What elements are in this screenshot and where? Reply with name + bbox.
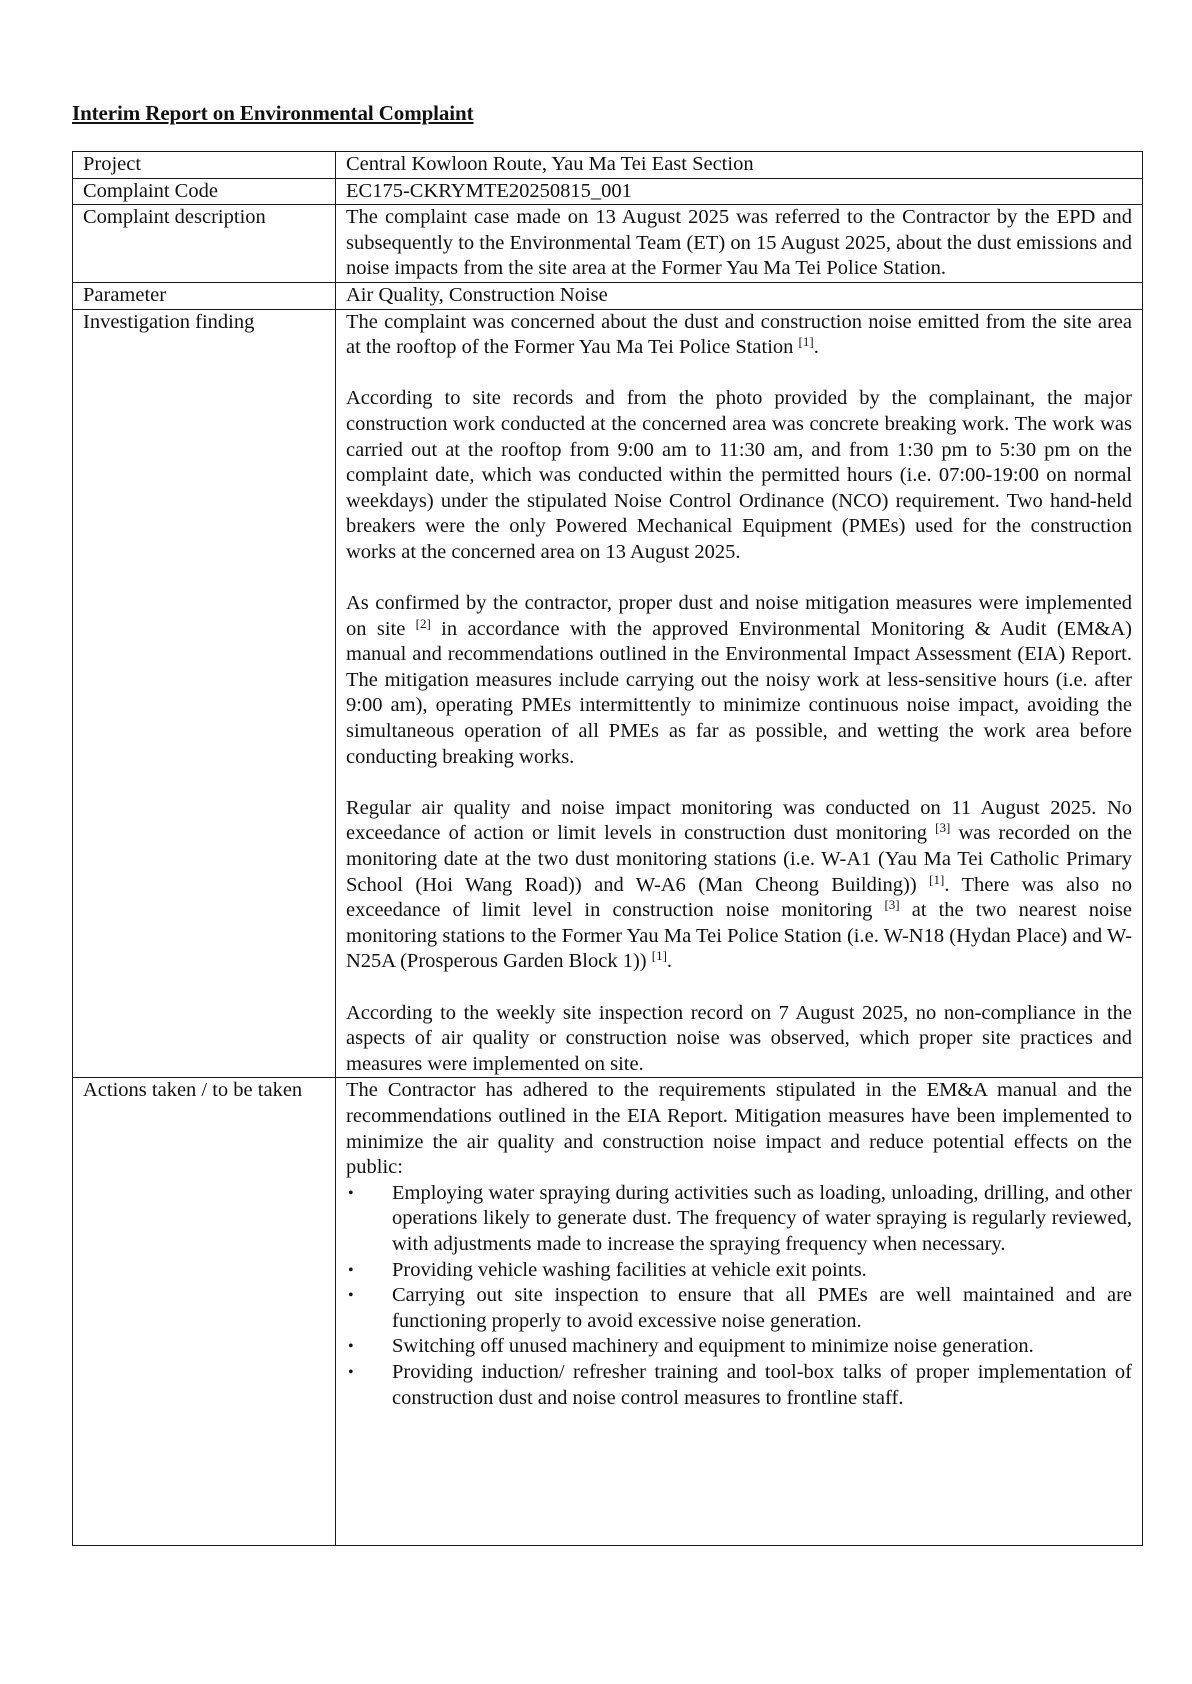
actions-intro: The Contractor has adhered to the requirements stipulated in the EM&A manual and the recommendations outlined in the EIA Report. Mitigation measures have been implemented to minimize the air quality and construction noise impact and reduce potential effects on the public: — [346, 1079, 1132, 1179]
footnote-ref: [1] — [798, 334, 814, 350]
project-value: Central Kowloon Route, Yau Ma Tei East Section — [336, 152, 1143, 179]
list-item: • Providing vehicle washing facilities at vehicle exit points. — [346, 1258, 1132, 1284]
complaint-code-label: Complaint Code — [73, 178, 336, 205]
finding-paragraph-1: The complaint was concerned about the dust and construction noise emitted from the site area at the rooftop of the Former Yau Ma Tei Police Station [1]. — [346, 310, 1132, 359]
row-complaint-description — [73, 205, 1143, 283]
row-project — [73, 152, 1143, 179]
finding-paragraph-4: Regular air quality and noise impact monitoring was conducted on 11 August 2025. No exceedance of action or limit levels in construction dust monitoring [3] was recorded on the monitoring date at the two dust monitoring stations (i.e. W-A1 (Yau Ma Tei Catholic Primary School (Hoi Wang Road)) and W-A6 (Man Cheong Building)) [1]. There was also no exceedance of limit level in construction noise monitoring [3] at the two nearest noise monitoring stations to the Former Yau Ma Tei Police Station (i.e. W-N18 (Hydan Place) and W-N25A (Prosperous Garden Block 1)) [1]. — [346, 796, 1132, 973]
actions-taken-value — [336, 1078, 1143, 1546]
project-label: Project — [73, 152, 336, 179]
finding-paragraph-3: As confirmed by the contractor, proper dust and noise mitigation measures were implemented on site [2] in accordance with the approved Environmental Monitoring & Audit (EM&A) manual and recommendations outlined in the Environmental Impact Assessment (EIA) Report. The mitigation measures include carrying out the noisy work at less-sensitive hours (i.e. after 9:00 am), operating PMEs intermittently to minimize continuous noise impact, avoiding the simultaneous operation of all PMEs as far as possible, and wetting the work area before conducting breaking works. — [346, 592, 1133, 768]
row-actions-taken — [73, 1078, 1143, 1546]
mitigation-list — [346, 1181, 1132, 1411]
parameter-label: Parameter — [73, 282, 336, 309]
row-investigation-finding — [73, 309, 1143, 1078]
parameter-value: Air Quality, Construction Noise — [336, 282, 1143, 309]
complaint-table — [72, 151, 1143, 1546]
bullet-icon: • — [348, 1184, 354, 1202]
row-parameter — [73, 282, 1143, 309]
complaint-description-value: The complaint case made on 13 August 2025 was referred to the Contractor by the EPD and subsequently to the Environmental Team (ET) on 15 August 2025, about the dust emissions and noise impacts from the site area at the Former Yau Ma Tei Police Station. — [336, 205, 1143, 283]
bullet-icon: • — [348, 1338, 354, 1356]
bullet-icon: • — [348, 1363, 354, 1381]
report-title: Interim Report on Environmental Complaint — [72, 101, 474, 125]
complaint-description-label: Complaint description — [73, 205, 336, 283]
footnote-ref: [1] — [651, 948, 667, 964]
complaint-code-value: EC175-CKRYMTE20250815_001 — [336, 178, 1143, 205]
list-item: • Switching off unused machinery and equipment to minimize noise generation. — [346, 1334, 1132, 1360]
finding-paragraph-2: According to site records and from the photo provided by the complainant, the major construction work conducted at the concerned area was concrete breaking work. The work was carried out at the rooftop from 9:00 am to 11:30 am, and from 1:30 pm to 5:30 pm on the complaint date, which was conducted within the permitted hours (i.e. 07:00-19:00 on normal weekdays) under the stipulated Noise Control Ordinance (NCO) requirement. Two hand-held breakers were the only Powered Mechanical Equipment (PMEs) used for the construction works at the concerned area on 13 August 2025. — [346, 387, 1132, 563]
bullet-icon: • — [348, 1287, 354, 1305]
investigation-finding-value — [336, 309, 1143, 1078]
row-complaint-code — [73, 178, 1143, 205]
list-item: • Carrying out site inspection to ensure that all PMEs are well maintained and are functioning properly to avoid excessive noise generation. — [348, 1284, 1132, 1332]
footnote-ref: [3] — [884, 897, 900, 913]
list-item: • Providing induction/ refresher training and tool-box talks of proper implementation of construction dust and noise control measures to frontline staff. — [348, 1360, 1132, 1409]
actions-taken-label: Actions taken / to be taken — [73, 1078, 336, 1546]
bullet-icon: • — [348, 1261, 354, 1279]
finding-paragraph-5: According to the weekly site inspection record on 7 August 2025, no non-compliance in the aspects of air quality or construction noise was observed, which proper site practices and measures were implemented on site. — [346, 1001, 1132, 1075]
footnote-ref: [2] — [415, 615, 431, 631]
list-item: • Employing water spraying during activities such as loading, unloading, drilling, and other operations likely to generate dust. The frequency of water spraying is regularly reviewed, with adjustments made to increase the spraying frequency when necessary. — [348, 1181, 1132, 1255]
footnote-ref: [3] — [935, 820, 951, 836]
investigation-finding-label: Investigation finding — [73, 309, 336, 1078]
footnote-ref: [1] — [929, 871, 945, 887]
